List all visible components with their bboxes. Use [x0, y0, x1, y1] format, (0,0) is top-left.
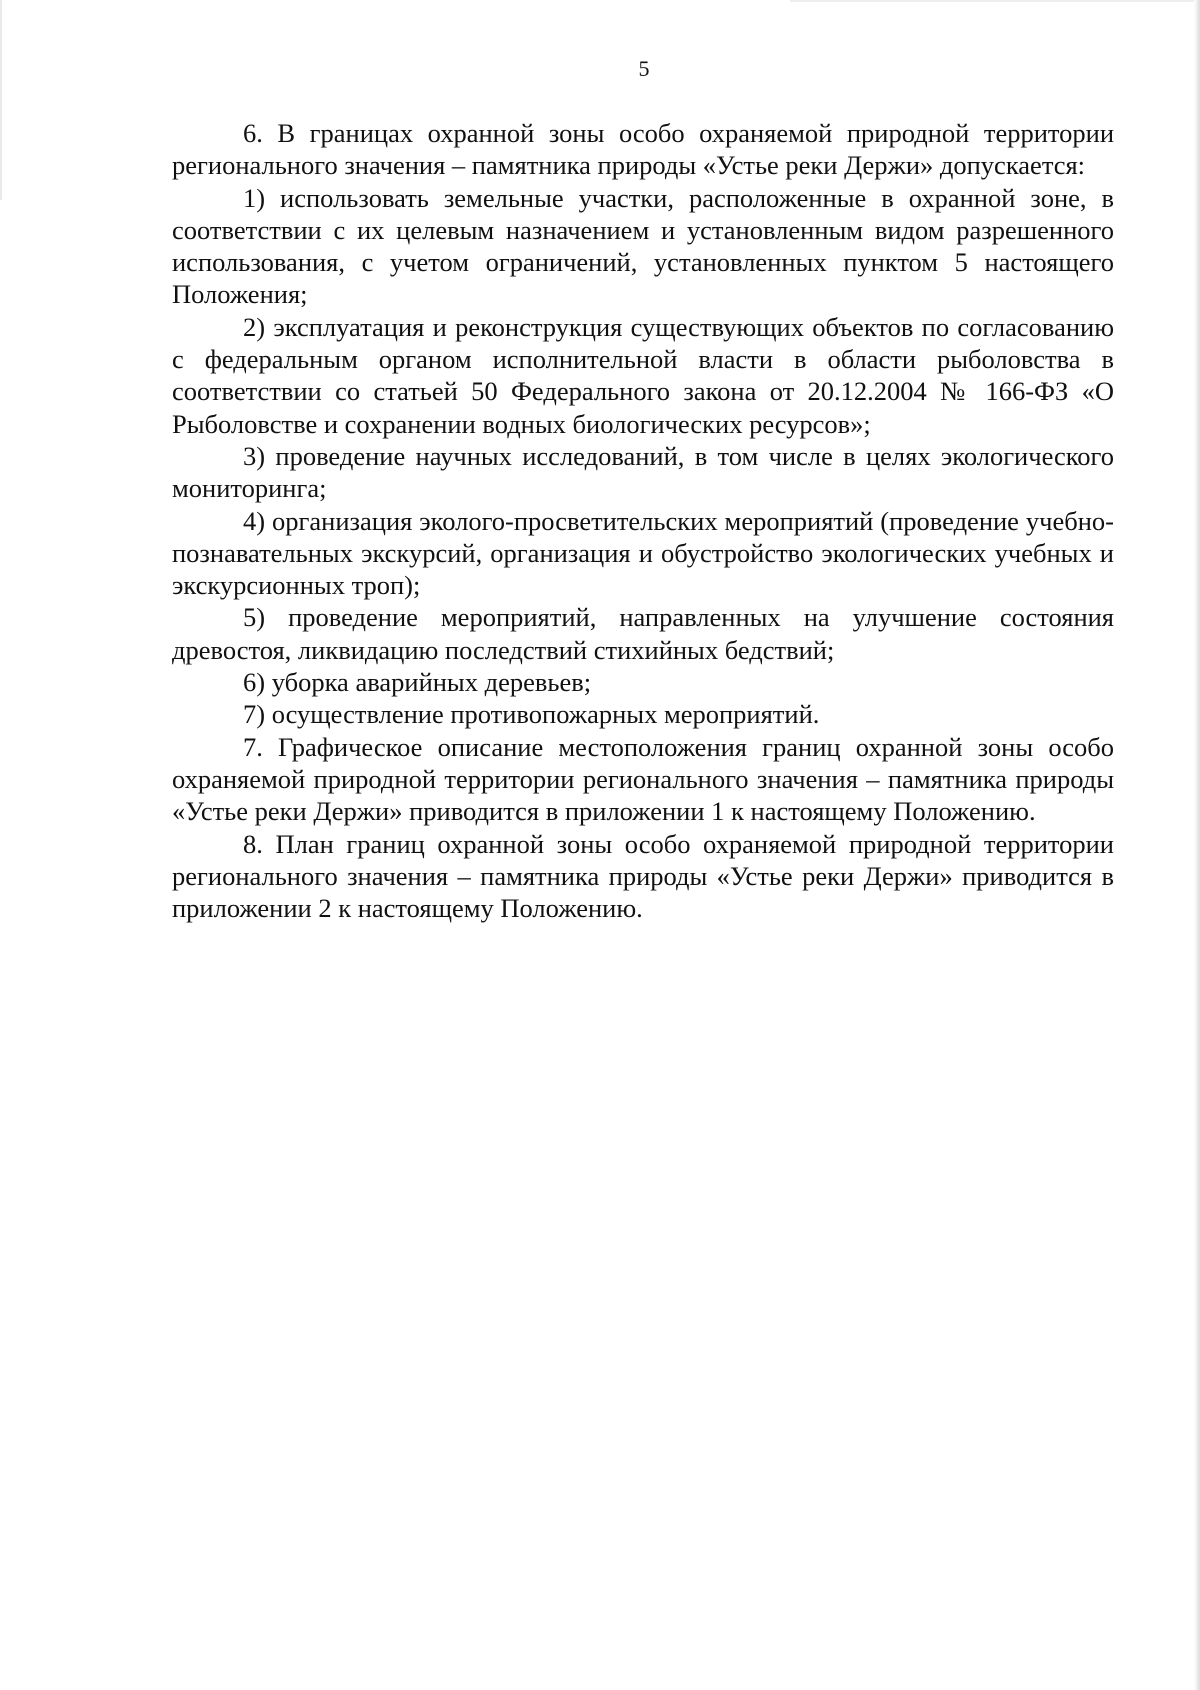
scan-edge-top	[790, 0, 1200, 2]
list-item-6-tree-removal: 6) уборка аварийных деревьев;	[243, 667, 592, 698]
page-number: 5	[638, 56, 650, 81]
list-item-2-operation: 2) эксплуатация и реконструкция существующих объектов по согласованию с федеральным органом исполнительной власти в области рыболовства в соответствии со статьей 50 Федерального закона от 20.12.2004 № 166-ФЗ «О Рыболовстве и сохранении водных биологических ресурсов»;	[172, 311, 1114, 439]
paragraph-6-permitted: 6. В границах охранной зоны особо охраняемой природной территории регионального значения – памятника природы «Устье реки Держи» допускается:	[172, 118, 1114, 181]
list-item-7-fire-prevention: 7) осуществление противопожарных мероприятий.	[243, 699, 820, 730]
list-item-1-land-use: 1) использовать земельные участки, расположенные в охранной зоне, в соответствии с их целевым назначением и установленным видом разрешенного использования, с учетом ограничений, установленных пунктом 5 настоящего Положения;	[172, 182, 1114, 310]
scan-edge-right	[1194, 0, 1200, 1690]
list-item-3-research: 3) проведение научных исследований, в том числе в целях экологического мониторинга;	[172, 440, 1114, 504]
paragraph-8-boundary-plan: 8. План границ охранной зоны особо охраняемой природной территории регионального значения – памятника природы «Устье реки Держи» приводится в приложении 2 к настоящему Положению.	[172, 828, 1114, 924]
list-item-4-education: 4) организация эколого-просветительских мероприятий (проведение учебно-познавательных экскурсий, организация и обустройство экологических учебных и экскурсионных троп);	[172, 505, 1114, 601]
document-body	[172, 117, 1114, 924]
scan-edge-left	[0, 0, 2, 200]
paragraph-7-graphic-description: 7. Графическое описание местоположения границ охранной зоны особо охраняемой природной территории регионального значения – памятника природы «Устье реки Держи» приводится в приложении 1 к настоящему Положению.	[172, 731, 1114, 827]
list-item-5-forest-care: 5) проведение мероприятий, направленных на улучшение состояния древостоя, ликвидацию последствий стихийных бедствий;	[172, 602, 1114, 665]
